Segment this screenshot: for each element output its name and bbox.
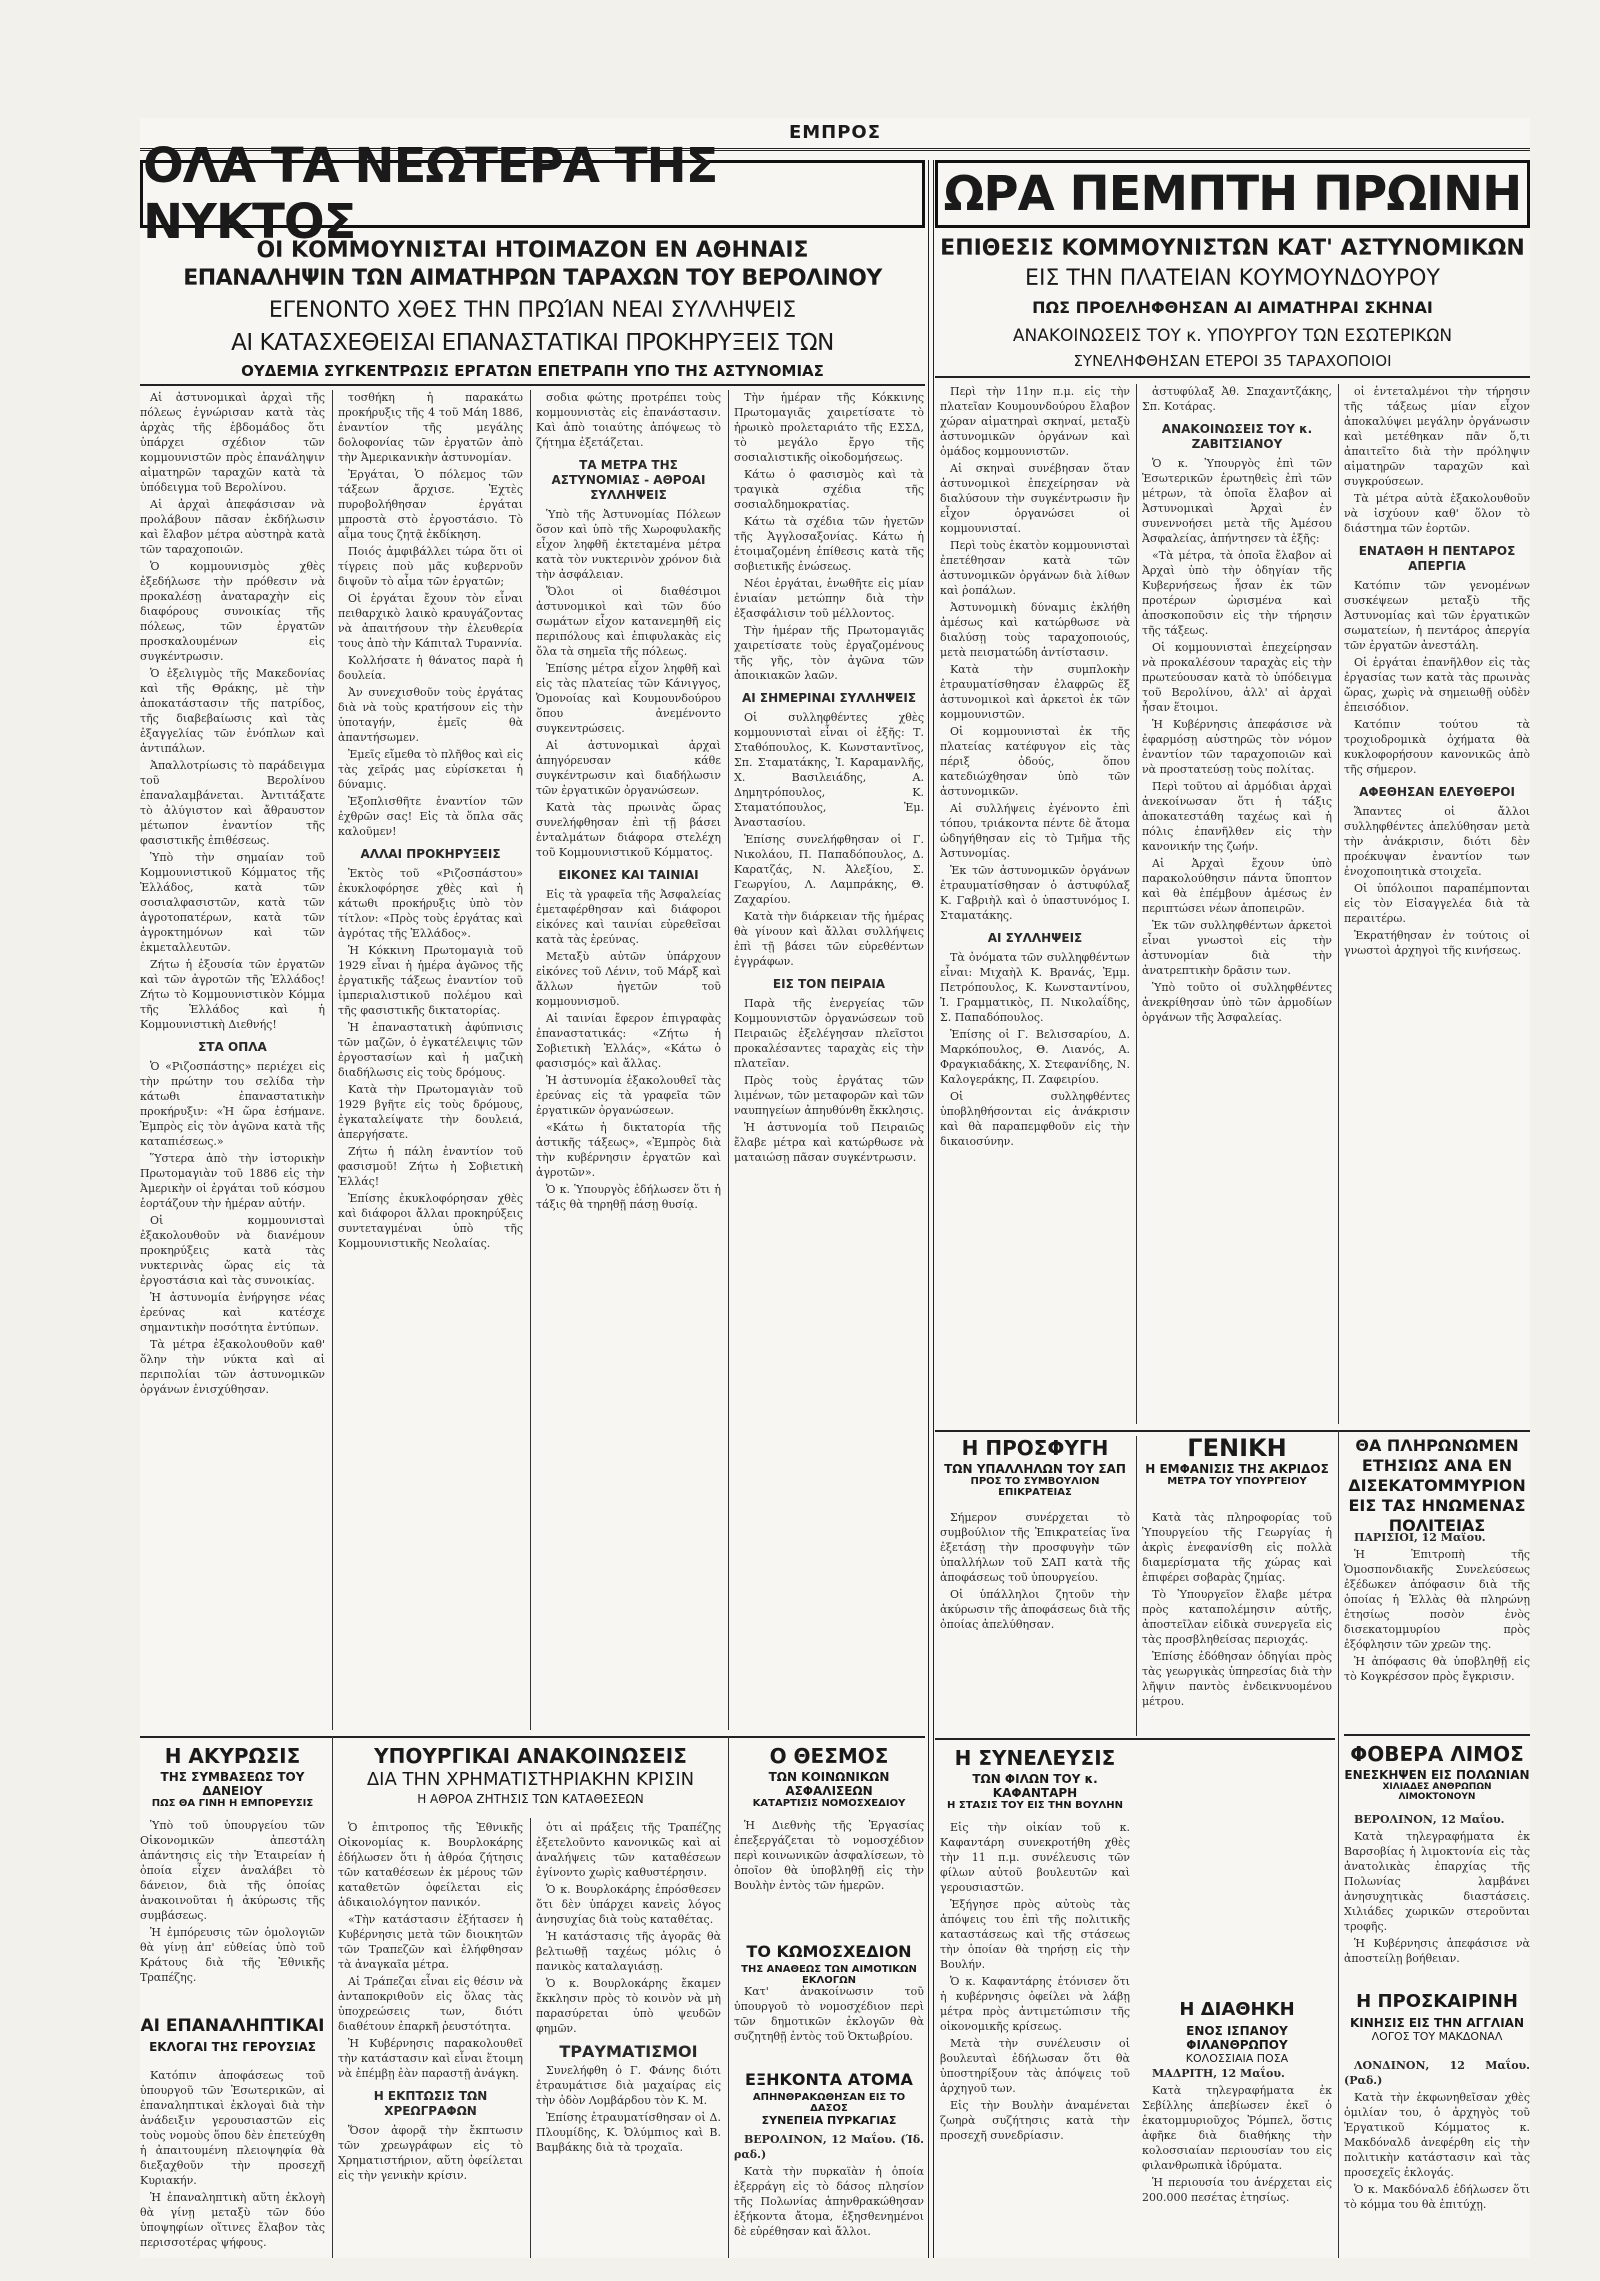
lead-left-h4: ΑΙ ΚΑΤΑΣΧΕΘΕΙΣΑΙ ΕΠΑΝΑΣΤΑΤΙΚΑΙ ΠΡΟΚΗΡΥΞΕΙΣ ΤΩΝ	[231, 330, 834, 356]
headline-eklogai: ΑΙ ΕΠΑΝΑΛΗΠΤΙΚΑΙ ΕΚΛΟΓΑΙ ΤΗΣ ΓΕΡΟΥΣΙΑΣ	[140, 2016, 325, 2054]
lead-left-h2: ΕΠΑΝΑΛΗΨΙΝ ΤΩΝ ΑΙΜΑΤΗΡΩΝ ΤΑΡΑΧΩΝ ΤΟΥ ΒΕΡΟΛΙΝΟΥ	[183, 266, 882, 291]
article-column: ὁτι αἱ πράξεις τῆς Τραπέζης ἐξετελοῦντο κανονικῶς καὶ αἱ ἀναλήψεις τῶν καταθέσεων ἐγίνοντο χωρὶς καθυστέρησιν. Ὁ κ. Βουρλοκάρης ἐπρόσθεσεν ὅτι δὲν ὑπάρχει κανεὶς λόγος ἀνησυχίας διὰ τοὺς καταθέτας. Ἡ κατάστασις τῆς ἀγορᾶς θὰ βελτιωθῇ ταχέως μόλις ὁ πανικὸς καταλαγιάσῃ. Ὁ κ. Βουρλοκάρης ἔκαμεν ἔκκλησιν πρὸς τὸ κοινὸν νὰ μὴ παρασύρεται ὑπὸ ψευδῶν φημῶν. ΤΡΑΥΜΑΤΙΣΜΟΙ Συνελήφθη ὁ Γ. Φάνης διότι ἐτραυμάτισε διὰ μαχαίρας εἰς τὴν ὁδὸν Λομβάρδου τὸν Κ. Μ. Ἐπίσης ἐτραυματίσθησαν οἱ Δ. Πλουμίδης, Κ. Ὀλύμπιος καὶ Β. Βαμβάκης διὰ τὰ τροχαῖα.	[536, 1821, 721, 2154]
subhead-anakoinoseis: ΑΝΑΚΟΙΝΩΣΕΙΣ ΤΟΥ κ. ΖΑΒΙΤΣΙΑΝΟΥ	[1161, 422, 1313, 451]
headline-thesmos: Ο ΘΕΣΜΟΣ ΤΩΝ ΚΟΙΝΩΝΙΚΩΝ ΑΣΦΑΛΙΣΕΩΝ ΚΑΤΑΡΤΙΣΙΣ ΝΟΜΟΣΧΕΔΙΟΥ	[752, 1744, 906, 1809]
headline-exikonta: ΕΞΗΚΟΝΤΑ ΑΤΟΜΑ ΑΠΗΝΘΡΑΚΩΘΗΣΑΝ ΕΙΣ ΤΟ ΔΑΣΟΣ ΣΥΝΕΠΕΙΑ ΠΥΡΚΑΓΙΑΣ	[745, 2070, 913, 2127]
rule	[140, 384, 925, 386]
headline-prosfygi: Η ΠΡΟΣΦΥΓΗ ΤΩΝ ΥΠΑΛΛΗΛΩΝ ΤΟΥ ΣΑΠ ΠΡΟΣ ΤΟ ΣΥΜΒΟΥΛΙΟΝ ΕΠΙΚΡΑΤΕΙΑΣ	[944, 1436, 1126, 1498]
headline-synelefsis: Η ΣΥΝΕΛΕΥΣΙΣ ΤΩΝ ΦΙΛΩΝ ΤΟΥ κ. ΚΑΦΑΝΤΑΡΗ Η ΣΤΑΣΙΣ ΤΟΥ ΕΙΣ ΤΗΝ ΒΟΥΛΗΝ	[947, 1746, 1123, 1811]
article-column: ΒΕΡΟΛΙΝΟΝ, 12 Μαΐου. (Ίδ. ραδ.) Κατὰ τὴν πυρκαϊὰν ἡ ὁποία ἐξερράγη εἰς τὸ δάσος πλησίον τῆς Πολωνίας ἀπηνθρακώθησαν ἑξήκοντα ἄτομα, ἐξησθενημένοι δὲ εὑρέθησαν καὶ ἄλλοι.	[734, 2133, 924, 2238]
lead-right-h5: ΣΥΝΕΛΗΦΘΗΣΑΝ ΕΤΕΡΟΙ 35 ΤΑΡΑΧΟΠΟΙΟΙ	[1073, 352, 1392, 370]
banner-left: ΟΛΑ ΤΑ ΝΕΩΤΕΡΑ ΤΗΣ ΝΥΚΤΟΣ	[140, 160, 925, 228]
article-column: ἀστυφύλαξ Ἀθ. Σπαχαντζάκης, Σπ. Κοτάρας. ΑΝΑΚΟΙΝΩΣΕΙΣ ΤΟΥ κ. ΖΑΒΙΤΣΙΑΝΟΥ Ὁ κ. Ὑπουργὸς ἐπὶ τῶν Ἐσωτερικῶν ἐρωτηθεὶς ἐπὶ τῶν μέτρων, τὰ ὁποῖα ἔλαβον αἱ Ἀστυνομικαὶ Ἀρχαὶ ἐν συνεννοήσει μετὰ τῆς Ἀμέσου Ἀσφαλείας, ἀπήντησεν τὰ ἑξῆς: «Τὰ μέτρα, τὰ ὁποῖα ἔλαβον αἱ Ἀρχαὶ ὑπὸ τὴν ὁδηγίαν τῆς Κυβερνήσεως ἦσαν ἐκ τῶν προτέρων ὡρισμένα καὶ ἀποσκοποῦσιν εἰς τὴν τήρησιν τῆς τάξεως. Οἱ κομμουνισταὶ ἐπεχείρησαν νὰ προκαλέσουν ταραχὰς εἰς τὴν πρωτεύουσαν κατὰ τὸ ὑπόδειγμα τοῦ Βερολίνου, ἀλλ' αἱ ἀρχαὶ ἦσαν ἕτοιμοι. Ἡ Κυβέρνησις ἀπεφάσισε νὰ ἐφαρμόσῃ αὐστηρῶς τὸν νόμον ἐναντίον τῶν ταραχοποιῶν καὶ νὰ προστατεύσῃ τοὺς πολίτας. Περὶ τοῦτου αἱ ἀρμόδιαι ἀρχαὶ ἀνεκοίνωσαν ὅτι ἡ τάξις ἀποκατεστάθη ταχέως καὶ ἡ πόλις ἐπανῆλθεν εἰς τὴν κανονικήν της ζωήν. Αἱ Ἀρχαὶ ἔχουν ὑπὸ παρακολούθησιν πάντα ὕποπτον καὶ θὰ ἐπέμβουν ἀμέσως ἐν περιπτώσει νέων ἀποπειρῶν. Ἐκ τῶν συλληφθέντων ἀρκετοὶ εἶναι γνωστοὶ εἰς τὴν ἀστυνομίαν διὰ τὴν ἀνατρεπτικὴν δρᾶσιν των. Ὑπὸ τοῦτο οἱ συλληφθέντες ἀνεκρίθησαν ὑπὸ τῶν ἀρμοδίων ὀργάνων τῆς Ἀσφαλείας.	[1142, 385, 1332, 1024]
article-column: Εἰς τὴν οἰκίαν τοῦ κ. Καφαντάρη συνεκροτήθη χθὲς τὴν 11 π.μ. συνέλευσις τῶν φίλων αὐτοῦ βουλευτῶν καὶ γερουσιαστῶν. Ἐξήγησε πρὸς αὐτοὺς τὰς ἀπόψεις του ἐπὶ τῆς πολιτικῆς καταστάσεως καὶ τῆς στάσεως τὴν ὁποίαν θὰ τηρήσῃ εἰς τὴν Βουλήν. Ὁ κ. Καφαντάρης ἐτόνισεν ὅτι ἡ κυβέρνησις ὀφείλει νὰ λάβῃ μέτρα πρὸς ἀντιμετώπισιν τῆς οἰκονομικῆς κρίσεως. Μετὰ τὴν συνέλευσιν οἱ βουλευταὶ ἐδήλωσαν ὅτι θὰ ὑποστηρίξουν τὰς ἀπόψεις τοῦ ἀρχηγοῦ των. Εἰς τὴν Βουλὴν ἀναμένεται ζωηρὰ συζήτησις κατὰ τὴν προσεχῆ συνεδρίασιν.	[940, 1821, 1130, 2142]
subhead-eikones: ΕΙΚΟΝΕΣ ΚΑΙ ΤΑΙΝΙΑΙ	[558, 868, 699, 882]
subhead-peiraia: ΕΙΣ ΤΟΝ ΠΕΙΡΑΙΑ	[772, 977, 886, 991]
article-column: Τὴν ἡμέραν τῆς Κόκκινης Πρωτομαγιᾶς χαιρετίσατε τὸ ἡρωικὸ προλεταριάτο τῆς ΕΣΣΔ, τὸ μεγάλο ἔργο τῆς σοσιαλιστικῆς οἰκοδομήσεως. Κάτω ὁ φασισμὸς καὶ τὰ τραγικὰ σχέδια τῆς σοσιαλδημοκρατίας. Κάτω τὰ σχέδια τῶν ἡγετῶν τῆς Ἀγγλοσαξονίας. Κάτω ἡ ἑτοιμαζομένη ἐπίθεσις κατὰ τῆς σοβιετικῆς ἐνώσεως. Νέοι ἐργάται, ἑνωθῆτε εἰς μίαν ἑνιαίαν μετώπην διὰ τὴν ἐξασφάλισιν τοῦ μέλλοντος. Τὴν ἡμέραν τῆς Πρωτομαγιᾶς χαιρετίσατε τοὺς ἐργαζομένους τῆς γῆς, τὸν ἀγῶνα τῶν ἀποικιακῶν λαῶν. ΑΙ ΣΗΜΕΡΙΝΑΙ ΣΥΛΛΗΨΕΙΣ Οἱ συλληφθέντες χθὲς κομμουνισταὶ εἶναι οἱ ἑξῆς: Τ. Σταθόπουλος, Κ. Κωνσταντῖνος, Σπ. Σταματάκης, Ἰ. Καραμανλῆς, Χ. Βασιλειάδης, Α. Δημητρόπουλος, Κ. Σταματόπουλος, Ἐμ. Ἀναστασίου. Ἐπίσης συνελήφθησαν οἱ Γ. Νικολάου, Π. Παπαδόπουλος, Δ. Καρατζάς, Ν. Ἀλεξίου, Σ. Γεωργίου, Λ. Λαμπράκης, Θ. Ζαχαρίου. Κατὰ τὴν διάρκειαν τῆς ἡμέρας θὰ γίνουν καὶ ἄλλαι συλλήψεις ἐπὶ τῇ βάσει τῶν εὑρεθέντων ἐγγράφων. ΕΙΣ ΤΟΝ ΠΕΙΡΑΙΑ Παρὰ τῆς ἐνεργείας τῶν Κομμουνιστῶν ὀργανώσεων τοῦ Πειραιῶς ἐξελέγησαν πλεῖστοι προκαλέσαντες ταραχὰς εἰς τὴν πλατεῖαν. Πρὸς τοὺς ἐργάτας τῶν λιμένων, τῶν μεταφορῶν καὶ τῶν ναυπηγείων ἀπηυθύνθη ἔκκλησις. Ἡ ἀστυνομία τοῦ Πειραιῶς ἔλαβε μέτρα καὶ κατώρθωσε νὰ ματαιώσῃ πᾶσαν συγκέντρωσιν.	[734, 391, 924, 1164]
lead-right-h1: ΕΠΙΘΕΣΙΣ ΚΟΜΜΟΥΝΙΣΤΩΝ ΚΑΤ' ΑΣΤΥΝΟΜΙΚΩΝ	[940, 236, 1525, 261]
banner-right: ΩΡΑ ΠΕΜΠΤΗ ΠΡΩΙΝΗ	[935, 160, 1530, 228]
article-column: Περὶ τὴν 11ην π.μ. εἰς τὴν πλατεῖαν Κουμουνδούρου ἔλαβον χώραν αἱματηραὶ σκηναί, μεταξὺ ἀστυνομικῶν ὀργάνων καὶ ὁμάδος κομμουνιστῶν. Αἱ σκηναὶ συνέβησαν ὅταν ἀστυνομικοὶ ἐπεχείρησαν νὰ διαλύσουν τὴν συγκέντρωσιν ἣν εἶχον ὀργανώσει οἱ κομμουνισταί. Περὶ τοὺς ἑκατὸν κομμουνισταὶ ἐπετέθησαν κατὰ τῶν ἀστυνομικῶν ὀργάνων διὰ λίθων καὶ ῥοπάλων. Ἀστυνομικὴ δύναμις ἐκλήθη ἀμέσως καὶ κατώρθωσε νὰ διαλύσῃ τοὺς ταραχοποιούς, μετὰ πεισματώδη ἀντίστασιν. Κατὰ τὴν συμπλοκὴν ἐτραυματίσθησαν ἐλαφρῶς ἕξ ἀστυνομικοὶ καὶ ἀρκετοὶ ἐκ τῶν κομμουνιστῶν. Οἱ κομμουνισταὶ ἐκ τῆς πλατείας κατέφυγον εἰς τὰς πέριξ ὁδούς, ὅπου κατεδιώχθησαν ὑπὸ τῶν ἀστυνομικῶν. Αἱ συλλήψεις ἐγένοντο ἐπὶ τόπου, τριάκοντα πέντε δὲ ἄτομα ὡδηγήθησαν εἰς τὸ Τμῆμα τῆς Ἀστυνομίας. Ἐκ τῶν ἀστυνομικῶν ὀργάνων ἐτραυματίσθησαν ὁ ἀστυφύλαξ Κ. Γαβριὴλ καὶ ὁ ὑπαστυνόμος Ι. Σταματάκης. ΑΙ ΣΥΛΛΗΨΕΙΣ Τὰ ὀνόματα τῶν συλληφθέντων εἶναι: Μιχαὴλ Κ. Βρανάς, Ἐμμ. Πετρόπουλος, Κ. Κωνσταντίνου, Ἰ. Γραμματικὸς, Π. Νικολαΐδης, Σ. Παπαδόπουλος. Ἐπίσης οἱ Γ. Βελισσαρίου, Δ. Μαρκόπουλος, Θ. Λιανός, Α. Φραγκιαδάκης, Χ. Στεφανίδης, Ν. Καλογεράκης, Π. Ζαφειρίου. Οἱ συλληφθέντες ὑποβληθήσονται εἰς ἀνάκρισιν καὶ θὰ παραπεμφθοῦν εἰς τὴν δικαιοσύνην.	[940, 385, 1130, 1148]
lead-right-h3: ΠΩΣ ΠΡΟΕΛΗΦΘΗΣΑΝ ΑΙ ΑΙΜΑΤΗΡΑΙ ΣΚΗΝΑΙ	[1032, 298, 1433, 317]
subhead-afethisan: ΑΦΕΘΗΣΑΝ ΕΛΕΥΘΕΡΟΙ	[1359, 785, 1515, 799]
headline-etisios: ΘΑ ΠΛΗΡΩΝΩΜΕΝ ΕΤΗΣΙΩΣ ΑΝΑ ΕΝ ΔΙΣΕΚΑΤΟΜΜΥΡΙΟΝ ΕΙΣ ΤΑΣ ΗΝΩΜΕΝΑΣ ΠΟΛΙΤΕΙΑΣ	[1348, 1436, 1526, 1535]
article-column: Κατόπιν ἀποφάσεως τοῦ ὑπουργοῦ τῶν Ἐσωτερικῶν, αἱ ἐπαναληπτικαὶ ἐκλογαὶ διὰ τὴν ἀνάδειξιν γερουσιαστῶν εἰς τοὺς νομοὺς ὅπου δὲν ἐπετεύχθη ἡ ἀπαιτουμένη πλειοψηφία θὰ διεξαχθοῦν τὴν προσεχῆ Κυριακήν. Ἡ ἐπαναληπτικὴ αὕτη ἐκλογὴ θὰ γίνῃ μεταξὺ τῶν δύο ὑποψηφίων οἵτινες ἔλαβον τὰς περισσοτέρας ψήφους.	[140, 2069, 325, 2249]
subhead-allai-prokiryxeis: ΑΛΛΑΙ ΠΡΟΚΗΡΥΞΕΙΣ	[360, 847, 501, 861]
article-column: Ὁ ἐπιτροπος τῆς Ἐθνικῆς Οἰκονομίας κ. Βουρλοκάρης ἐδήλωσεν ὅτι ἡ ἀθρόα ζήτησις τῶν καταθέσεων ἐκ μέρους τῶν καταθετῶν ὀφείλεται εἰς ἀδικαιολόγητον πανικόν. «Τὴν κατάστασιν ἐξήτασεν ἡ Κυβέρνησις μετὰ τῶν διοικητῶν τῶν Τραπεζῶν καὶ ἐλήφθησαν τὰ ἀναγκαῖα μέτρα. Αἱ Τράπεζαι εἶναι εἰς θέσιν νὰ ἀνταποκριθοῦν εἰς ὅλας τὰς ὑποχρεώσεις των, διότι διαθέτουν ἐπαρκῆ ῥευστότητα. Ἡ Κυβέρνησις παρακολουθεῖ τὴν κατάστασιν καὶ εἶναι ἕτοιμη νὰ ἐπέμβῃ ἐὰν παραστῇ ἀνάγκη. Η ΕΚΠΤΩΣΙΣ ΤΩΝ ΧΡΕΩΓΡΑΦΩΝ Ὅσον ἀφορᾷ τὴν ἔκπτωσιν τῶν χρεωγράφων εἰς τὸ Χρηματιστήριον, αὕτη ὀφείλεται εἰς τὴν γενικὴν κρίσιν.	[338, 1821, 523, 2182]
article-column: Αἱ ἀστυνομικαὶ ἀρχαὶ τῆς πόλεως ἐγνώρισαν κατὰ τὰς ἀρχὰς τῆς ἑβδομάδος ὅτι ὑπάρχει σχέδιον τῶν κομμουνιστῶν πρὸς ἐπανάληψιν αἱματηρῶν ταραχῶν κατὰ τὰ ὑπόδειγμα τοῦ Βερολίνου. Αἱ ἀρχαὶ ἀπεφάσισαν νὰ προλάβουν πᾶσαν ἐκδήλωσιν καὶ ἔλαβον μέτρα αὐστηρὰ κατὰ τῶν ταραχοποιῶν. Ὁ κομμουνισμὸς χθὲς ἐξεδήλωσε τὴν πρόθεσιν νὰ προκαλέσῃ ἀναταραχὴν εἰς διαφόρους συνοικίας τῆς πόλεως, τῶν ἐργατῶν προσκαλουμένων εἰς συγκέντρωσιν. Ὁ ἐξελιγμὸς τῆς Μακεδονίας καὶ τῆς Θράκης, μὲ τὴν ἀποκατάστασιν τῆς πατρίδος, τῆς διαβεβαίωσις καὶ τὰς ἐξαγγελίας τῶν ἐνόπλων καὶ ἀντιπάλων. Ἀπαλλοτρίωσις τὸ παράδειγμα τοῦ Βερολίνου ἐπαναλαμβάνεται. Ἀντιτάξατε τὸ ἀλύγιστον καὶ ἄθραυστον μέτωπον ἐναντίον τῆς φασιστικῆς ἐπιθέσεως. Ὑπὸ τὴν σημαίαν τοῦ Κομμουνιστικοῦ Κόμματος τῆς Ἑλλάδος, κατὰ τῶν σοσιαλφασιστῶν, κατὰ τῶν ἀγροτοπατέρων, κατὰ τῶν ἀγροκτημόνων καὶ τῶν ἐκμεταλλευτῶν. Ζήτω ἡ ἐξουσία τῶν ἐργατῶν καὶ τῶν ἀγροτῶν τῆς Ἑλλάδος! Ζήτω τὸ Κομμουνιστικὸν Κόμμα τῆς Ἑλλάδος καὶ ἡ Κομμουνιστικὴ Διεθνής! ΣΤΑ ΟΠΛΑ Ὁ «Ριζοσπάστης» περιέχει εἰς τὴν πρώτην του σελίδα τὴν κάτωθι ἐπαναστατικὴν προκήρυξιν: «Ἡ ὥρα ἐσήμανε. Ἐμπρὸς εἰς τὸν ἀγῶνα κατὰ τῆς καταπιέσεως.» Ὕστερα ἀπὸ τὴν ἱστορικὴν Πρωτομαγιὰν τοῦ 1886 εἰς τὴν Ἀμερικὴν οἱ ἐργάται τοῦ κόσμου ἑορτάζουν τὴν ἡμέραν αὐτήν. Οἱ κομμουνισταὶ ἐξακολουθοῦν νὰ διανέμουν προκηρύξεις κατὰ τὰς νυκτερινὰς ὥρας εἰς τὰ ἐργοστάσια καὶ τὰς συνοικίας. Ἡ ἀστυνομία ἐνήργησε νέας ἐρεύνας καὶ κατέσχε σημαντικὴν ποσότητα ἐντύπων. Τὰ μέτρα ἐξακολουθοῦν καθ' ὅλην τὴν νύκτα καὶ αἱ περιπολίαι τῶν ἀστυνομικῶν ὀργάνων ἐνισχύθησαν.	[140, 391, 325, 1396]
headline-diathiki: Η ΔΙΑΘΗΚΗ ΕΝΟΣ ΙΣΠΑΝΟΥ ΦΙΛΑΝΘΡΩΠΟΥ ΚΟΛΟΣΣΙΑΙΑ ΠΟΣΑ	[1179, 1999, 1295, 2065]
headline-komosxedion: ΤΟ ΚΩΜΟΣΧΕΔΙΟΝ ΤΗΣ ΑΝΑΘΕΩΣ ΤΩΝ ΑΙΜΟΤΙΚΩΝ ΕΚΛΟΓΩΝ	[741, 1942, 917, 1986]
article-column: οἱ ἐντεταλμένοι τὴν τήρησιν τῆς τάξεως μίαν εἶχον ἀποκαλύψει μεγάλην ὀργάνωσιν καὶ μετέθηκαν πᾶν ὅ,τι ἀπαιτεῖτο διὰ τὴν πρόληψιν αἱματηρῶν ταραχῶν καὶ συγκρούσεων. Τὰ μέτρα αὐτὰ ἐξακολουθοῦν νὰ ἰσχύουν καθ' ὅλον τὸ διάστημα τῶν ἑορτῶν. ΕΝΑΤΑΘΗ Η ΠΕΝΤΑΡΟΣ ΑΠΕΡΓΙΑ Κατόπιν τῶν γενομένων συσκέψεων μεταξὺ τῆς Ἀστυνομίας καὶ τῶν ἐργατικῶν σωματείων, ἡ πεντάρος ἀπεργία τῶν ἐργατῶν ἀνεστάλη. Οἱ ἐργάται ἐπανῆλθον εἰς τὰς ἐργασίας των κατὰ τὰς πρωινὰς ὥρας, χωρὶς νὰ σημειωθῇ οὐδὲν ἐπεισόδιον. Κατόπιν τούτου τὰ τροχιοδρομικὰ ὀχήματα θὰ κυκλοφορήσουν κανονικῶς ἀπὸ τῆς σήμερον. ΑΦΕΘΗΣΑΝ ΕΛΕΥΘΕΡΟΙ Ἅπαντες οἱ ἄλλοι συλληφθέντες ἀπελύθησαν μετὰ τὴν ἀνάκρισιν, διότι δὲν προέκυψαν ἐναντίον των ἐνοχοποιητικὰ στοιχεῖα. Οἱ ὑπόλοιποι παραπέμπονται εἰς τὸν Εἰσαγγελέα διὰ τὰ περαιτέρω. Ἐκρατήθησαν ἐν τούτοις οἱ γνωστοὶ ἀρχηγοὶ τῆς κινήσεως.	[1344, 385, 1530, 957]
headline-limos: ΦΟΒΕΡΑ ΛΙΜΟΣ ΕΝΕΣΚΗΨΕΝ ΕΙΣ ΠΟΛΩΝΙΑΝ ΧΙΛΙΑΔΕΣ ΑΝΘΡΩΠΩΝ ΛΙΜΟΚΤΟΝΟΥΝ	[1344, 1742, 1530, 1802]
lead-right-h4: ΑΝΑΚΟΙΝΩΣΕΙΣ ΤΟΥ κ. ΥΠΟΥΡΓΟΥ ΤΩΝ ΕΣΩΤΕΡΙΚΩΝ	[1012, 326, 1453, 346]
lead-right-h2: ΕΙΣ ΤΗΝ ΠΛΑΤΕΙΑΝ ΚΟΥΜΟΥΝΔΟΥΡΟΥ	[1025, 266, 1440, 291]
subhead-traumatismoi: ΤΡΑΥΜΑΤΙΣΜΟΙ	[559, 2042, 698, 2061]
article-column: ΜΑΔΡΙΤΗ, 12 Μαΐου. Κατὰ τηλεγραφήματα ἐκ Σεβίλλης ἀπεβίωσεν ἐκεῖ ὁ ἑκατομμυριοῦχος Ῥόμπελ, ὅστις ἀφῆκε διὰ διαθήκης τὴν κολοσσιαίαν περιουσίαν του εἰς φιλανθρωπικὰ ἱδρύματα. Ἡ περιουσία του ἀνέρχεται εἰς 200.000 πεσέτας ἐτησίως.	[1142, 2067, 1332, 2204]
headline-akyrosis: Η ΑΚΥΡΩΣΙΣ ΤΗΣ ΣΥΜΒΑΣΕΩΣ ΤΟΥ ΔΑΝΕΙΟΥ ΠΩΣ ΘΑ ΓΙΝΗ Η ΕΜΠΟΡΕΥΣΙΣ	[151, 1744, 314, 1809]
article-column: τοσθήκη ἡ παρακάτω προκήρυξις τῆς 4 τοῦ Μάη 1886, ἐναντίον τῆς μεγάλης δολοφονίας τῶν ἐργατῶν ἀπὸ τὴν Ἀμερικανικὴν ἀστυνομίαν. Ἐργάται, Ὁ πόλεμος τῶν τάξεων ἄρχισε. Ἐχτὲς πυροβολήθησαν ἐργάται μπροστὰ στὸ ἐργοστάσιο. Τὸ αἷμα τους ζητᾷ ἐκδίκηση. Ποιός ἀμφιβάλλει τώρα ὅτι οἱ τίγρεις ποὺ μᾶς κυβερνοῦν διψοῦν τὸ αἷμα τῶν ἐργατῶν; Οἱ ἐργάται ἔχουν τὸν εἶναι πειθαρχικὸ λαικὸ κραυγάζοντας νὰ ἀπαιτήσουν τὴν ἐλευθερία τους ἀπὸ τὴν Κάπιταλ Τυραννία. Κολλήσατε ἡ θάνατος παρὰ ἡ δουλεία. Ἀν συνεχισθοῦν τοὺς ἐργάτας διὰ νὰ τοὺς κρατήσουν εἰς τὴν ὑποταγήν, ἐμεῖς θὰ ἀπαντήσωμεν. Ἐμεῖς εἴμεθα τὸ πλῆθος καὶ εἰς τὰς χεῖράς μας εὑρίσκεται ἡ δύναμις. Ἐξοπλισθῆτε ἐναντίον τῶν ἐχθρῶν σας! Εἰς τὰ ὅπλα σᾶς καλοῦμεν! ΑΛΛΑΙ ΠΡΟΚΗΡΥΞΕΙΣ Ἐκτὸς τοῦ «Ριζοσπάστου» ἐκυκλοφόρησε χθὲς καὶ ἡ κάτωθι προκήρυξις ὑπὸ τὸν τίτλον: «Πρὸς τοὺς ἐργάτας καὶ ἀγρότας τῆς Ἑλλάδος». Ἡ Κόκκινη Πρωτομαγιὰ τοῦ 1929 εἶναι ἡ ἡμέρα ἀγῶνος τῆς ἐργατικῆς τάξεως ἐναντίον τοῦ ἱμπεριαλιστικοῦ πολέμου καὶ τῆς φασιστικῆς δικτατορίας. Ἡ ἐπαναστατικὴ ἀφύπνισις τῶν μαζῶν, ὁ ἐγκατέλειψις τῶν ἐργοστασίων καὶ ἡ μαζικὴ διαδήλωσις εἰς τοὺς δρόμους. Κατὰ τὴν Πρωτομαγιὰν τοῦ 1929 βγῆτε εἰς τοὺς δρόμους, ἐγκαταλείψατε τὴν δουλειά, ἀπεργήσατε. Ζήτω ἡ πάλη ἐναντίον τοῦ φασισμοῦ! Ζήτω ἡ Σοβιετικὴ Ἑλλάς! Ἐπίσης ἐκυκλοφόρησαν χθὲς καὶ διάφοροι ἄλλαι προκηρύξεις συντεταγμέναι ὑπὸ τῆς Κομμουνιστικῆς Νεολαίας.	[338, 391, 523, 1250]
lead-left-h3: ΕΓΕΝΟΝΤΟ ΧΘΕΣ ΤΗΝ ΠΡΩΊΑΝ ΝΕΑΙ ΣΥΛΛΗΨΕΙΣ	[268, 298, 797, 323]
headline-ypourgikai: ΥΠΟΥΡΓΙΚΑΙ ΑΝΑΚΟΙΝΩΣΕΙΣ ΔΙΑ ΤΗΝ ΧΡΗΜΑΤΙΣΤΗΡΙΑΚΗΝ ΚΡΙΣΙΝ Η ΑΘΡΟΑ ΖΗΤΗΣΙΣ ΤΩΝ ΚΑΤΑΘΕΣΕΩΝ	[366, 1744, 695, 1806]
headline-proskairini: Η ΠΡΟΣΚΑΙΡΙΝΗ ΚΙΝΗΣΙΣ ΕΙΣ ΤΗΝ ΑΓΓΛΙΑΝ ΛΟΓΟΣ ΤΟΥ ΜΑΚΔΟΝΑΛ	[1349, 1991, 1525, 2043]
lead-left-h1: ΟΙ ΚΟΜΜΟΥΝΙΣΤΑΙ ΗΤΟΙΜΑΖΟΝ ΕΝ ΑΘΗΝΑΙΣ	[256, 238, 809, 263]
article-column: Ἡ Διεθνὴς τῆς Ἐργασίας ἐπεξεργάζεται τὸ νομοσχέδιον περὶ κοινωνικῶν ἀσφαλίσεων, τὸ ὁποῖον θὰ ὑποβληθῇ εἰς τὴν Βουλὴν ἐντὸς τῶν ἡμερῶν.	[734, 1819, 924, 1892]
lead-left-h5: ΟΥΔΕΜΙΑ ΣΥΓΚΕΝΤΡΩΣΙΣ ΕΡΓΑΤΩΝ ΕΠΕΤΡΑΠΗ ΥΠΟ ΤΗΣ ΑΣΤΥΝΟΜΙΑΣ	[241, 362, 824, 380]
subhead-syllipseis: ΑΙ ΣΥΛΛΗΨΕΙΣ	[987, 931, 1083, 945]
subhead-ekptosis: Η ΕΚΠΤΩΣΙΣ ΤΩΝ ΧΡΕΩΓΡΑΦΩΝ	[373, 2089, 488, 2118]
article-column: Κατὰ τὰς πληροφορίας τοῦ Ὑπουργείου τῆς Γεωργίας ἡ ἀκρὶς ἐνεφανίσθη εἰς πολλὰ διαμερίσματα τῆς χώρας καὶ ἐπιφέρει σοβαρὰς ζημίας. Τὸ Ὑπουργεῖον ἔλαβε μέτρα πρὸς καταπολέμησιν αὐτῆς, ἀποστεῖλαν εἰδικὰ συνεργεῖα εἰς τὰς προσβληθείσας περιοχάς. Ἐπίσης ἐδόθησαν ὁδηγίαι πρὸς τὰς γεωργικὰς ὑπηρεσίας διὰ τὴν λῆψιν παντὸς ἐνδεικνυομένου μέτρου.	[1142, 1511, 1332, 1708]
article-column: σοδια φώτης προτρέπει τοὺς κομμουνιστὰς εἰς ἐπανάστασιν. Καὶ ἀπὸ τοιαύτης ἀπόψεως τὸ ζήτημα ἐξετάζεται. ΤΑ ΜΕΤΡΑ ΤΗΣ ΑΣΤΥΝΟΜΙΑΣ - ΑΘΡΟΑΙ ΣΥΛΛΗΨΕΙΣ Ὑπὸ τῆς Ἀστυνομίας Πόλεων ὅσον καὶ ὑπὸ τῆς Χωροφυλακῆς εἶχον ληφθῆ ἐκτεταμένα μέτρα κατὰ τὸν νυκτερινὸν χρόνον διὰ τὴν ἀσφάλειαν. Ὅλοι οἱ διαθέσιμοι ἀστυνομικοὶ καὶ τῶν δύο σωμάτων εἶχον κατανεμηθῆ εἰς περιπόλους καὶ ἐπιφυλακὰς εἰς ὅλα τὰ σημεῖα τῆς πόλεως. Ἐπίσης μέτρα εἶχον ληφθῆ καὶ εἰς τὰς πλατείας τῶν Κάνιγγος, Ὁμονοίας καὶ Κουμουνδούρου ὅπου ἀνεμένοντο συγκεντρώσεις. Αἱ ἀστυνομικαὶ ἀρχαὶ ἀπηγόρευσαν κάθε συγκέντρωσιν καὶ διαδήλωσιν τῶν ἐργατικῶν ὀργανώσεων. Κατὰ τὰς πρωινὰς ὥρας συνελήφθησαν ἐπὶ τῇ βάσει ἐνταλμάτων διάφορα στελέχη τοῦ Κομμουνιστικοῦ Κόμματος. ΕΙΚΟΝΕΣ ΚΑΙ ΤΑΙΝΙΑΙ Εἰς τὰ γραφεῖα τῆς Ἀσφαλείας ἐμεταφέρθησαν καὶ διάφοροι εἰκόνες καὶ ταινίαι εὑρεθεῖσαι κατὰ τὰς ἐρεύνας. Μεταξὺ αὐτῶν ὑπάρχουν εἰκόνες τοῦ Λένιν, τοῦ Μάρξ καὶ ἄλλων ἡγετῶν τοῦ κομμουνισμοῦ. Αἱ ταινίαι ἔφερον ἐπιγραφὰς ἐπαναστατικάς: «Ζήτω ἡ Σοβιετικὴ Ἑλλάς», «Κάτω ὁ φασισμός» καὶ ἄλλας. Ἡ ἀστυνομία ἐξακολουθεῖ τὰς ἐρεύνας εἰς τὰ γραφεῖα τῶν ἐργατικῶν ὀργανώσεων. «Κάτω ἡ δικτατορία τῆς ἀστικῆς τάξεως», «Ἐμπρὸς διὰ τὴν κυβέρνησιν ἐργατῶν καὶ ἀγροτῶν». Ὁ κ. Ὑπουργὸς ἐδήλωσεν ὅτι ἡ τάξις θὰ τηρηθῇ πάσῃ θυσίᾳ.	[536, 391, 721, 1211]
subhead-pentarou-apergia: ΕΝΑΤΑΘΗ Η ΠΕΝΤΑΡΟΣ ΑΠΕΡΓΙΑ	[1358, 544, 1516, 573]
center-divider	[928, 160, 934, 2258]
article-column: ΠΑΡΙΣΙΟΙ, 12 Μαΐου. Ἡ Ἐπιτροπὴ τῆς Ὁμοσπονδιακῆς Συνελεύσεως ἐξέδωκεν ἀπόφασιν διὰ τῆς ὁποίας ἡ Ἑλλὰς θὰ πληρώνῃ ἐτησίως ποσὸν ἑνὸς δισεκατομμυρίου πρὸς ἐξόφλησιν τῶν χρεῶν της. Ἡ ἀπόφασις θὰ ὑποβληθῇ εἰς τὸ Κογκρέσσον πρὸς ἔγκρισιν.	[1344, 1531, 1530, 1683]
newspaper-name: ΕΜΠΡΟΣ	[788, 122, 882, 143]
article-column: ΒΕΡΟΛΙΝΟΝ, 12 Μαΐου. Κατὰ τηλεγραφήματα ἐκ Βαρσοβίας ἡ λιμοκτονία εἰς τὰς ἀνατολικὰς ἐπαρχίας τῆς Πολωνίας λαμβάνει ἀνησυχητικὰς διαστάσεις. Χιλιάδες χωρικῶν στεροῦνται τροφῆς. Ἡ Κυβέρνησις ἀπεφάσισε νὰ ἀποστείλῃ βοήθειαν.	[1344, 1813, 1530, 1965]
article-column: Κατ' ἀνακοίνωσιν τοῦ ὑπουργοῦ τὸ νομοσχέδιον περὶ τῶν δημοτικῶν ἐκλογῶν θὰ συζητηθῇ ἐντὸς τοῦ Ὀκτωβρίου.	[734, 1985, 924, 2043]
rule	[935, 376, 1530, 378]
article-column: Σήμερον συνέρχεται τὸ συμβούλιον τῆς Ἐπικρατείας ἵνα ἐξετάσῃ τὴν προσφυγὴν τῶν ὑπαλλήλων τοῦ ΣΑΠ κατὰ τῆς ἀποφάσεως τοῦ ὑπουργείου. Οἱ ὑπάλληλοι ζητοῦν τὴν ἀκύρωσιν τῆς ἀποφάσεως διὰ τῆς ὁποίας ἀπελύθησαν.	[940, 1511, 1130, 1630]
newspaper-page	[140, 118, 1530, 2258]
article-column: ΛΟΝΔΙΝΟΝ, 12 Μαΐου. (Ραδ.) Κατὰ τὴν ἐκφωνηθεῖσαν χθὲς ὁμιλίαν του, ὁ ἀρχηγὸς τοῦ Ἐργατικοῦ Κόμματος κ. Μακδόναλδ ἀνεφέρθη εἰς τὴν πολιτικὴν κατάστασιν καὶ τὰς προσεχεῖς ἐκλογάς. Ὁ κ. Μακδόναλδ ἐδήλωσεν ὅτι τὸ κόμμα του θὰ ἐπιτύχῃ.	[1344, 2059, 1530, 2211]
article-column: Ὑπὸ τοῦ ὑπουργείου τῶν Οἰκονομικῶν ἀπεστάλη ἀπάντησις εἰς τὴν Ἑταιρείαν ἡ ὁποία εἶχεν ἀναλάβει τὸ δάνειον, διὰ τῆς ὁποίας ἀνακοινοῦται ἡ ἀκύρωσις τῆς συμβάσεως. Ἡ ἐμπόρευσις τῶν ὁμολογιῶν θὰ γίνῃ ἀπ' εὐθείας ὑπὸ τοῦ Κράτους διὰ τῆς Ἐθνικῆς Τραπέζης.	[140, 1819, 325, 1984]
subhead-simerinai-syllipseis: ΑΙ ΣΗΜΕΡΙΝΑΙ ΣΥΛΛΗΨΕΙΣ	[741, 691, 917, 705]
headline-geniki: ΓΕΝΙΚΗ Η ΕΜΦΑΝΙΣΙΣ ΤΗΣ ΑΚΡΙΔΟΣ ΜΕΤΡΑ ΤΟΥ ΥΠΟΥΡΓΕΙΟΥ	[1145, 1434, 1329, 1487]
subhead-sta-opla: ΣΤΑ ΟΠΛΑ	[198, 1040, 267, 1054]
subhead-metra-astynomias: ΤΑ ΜΕΤΡΑ ΤΗΣ ΑΣΤΥΝΟΜΙΑΣ - ΑΘΡΟΑΙ ΣΥΛΛΗΨΕΙΣ	[551, 458, 706, 502]
